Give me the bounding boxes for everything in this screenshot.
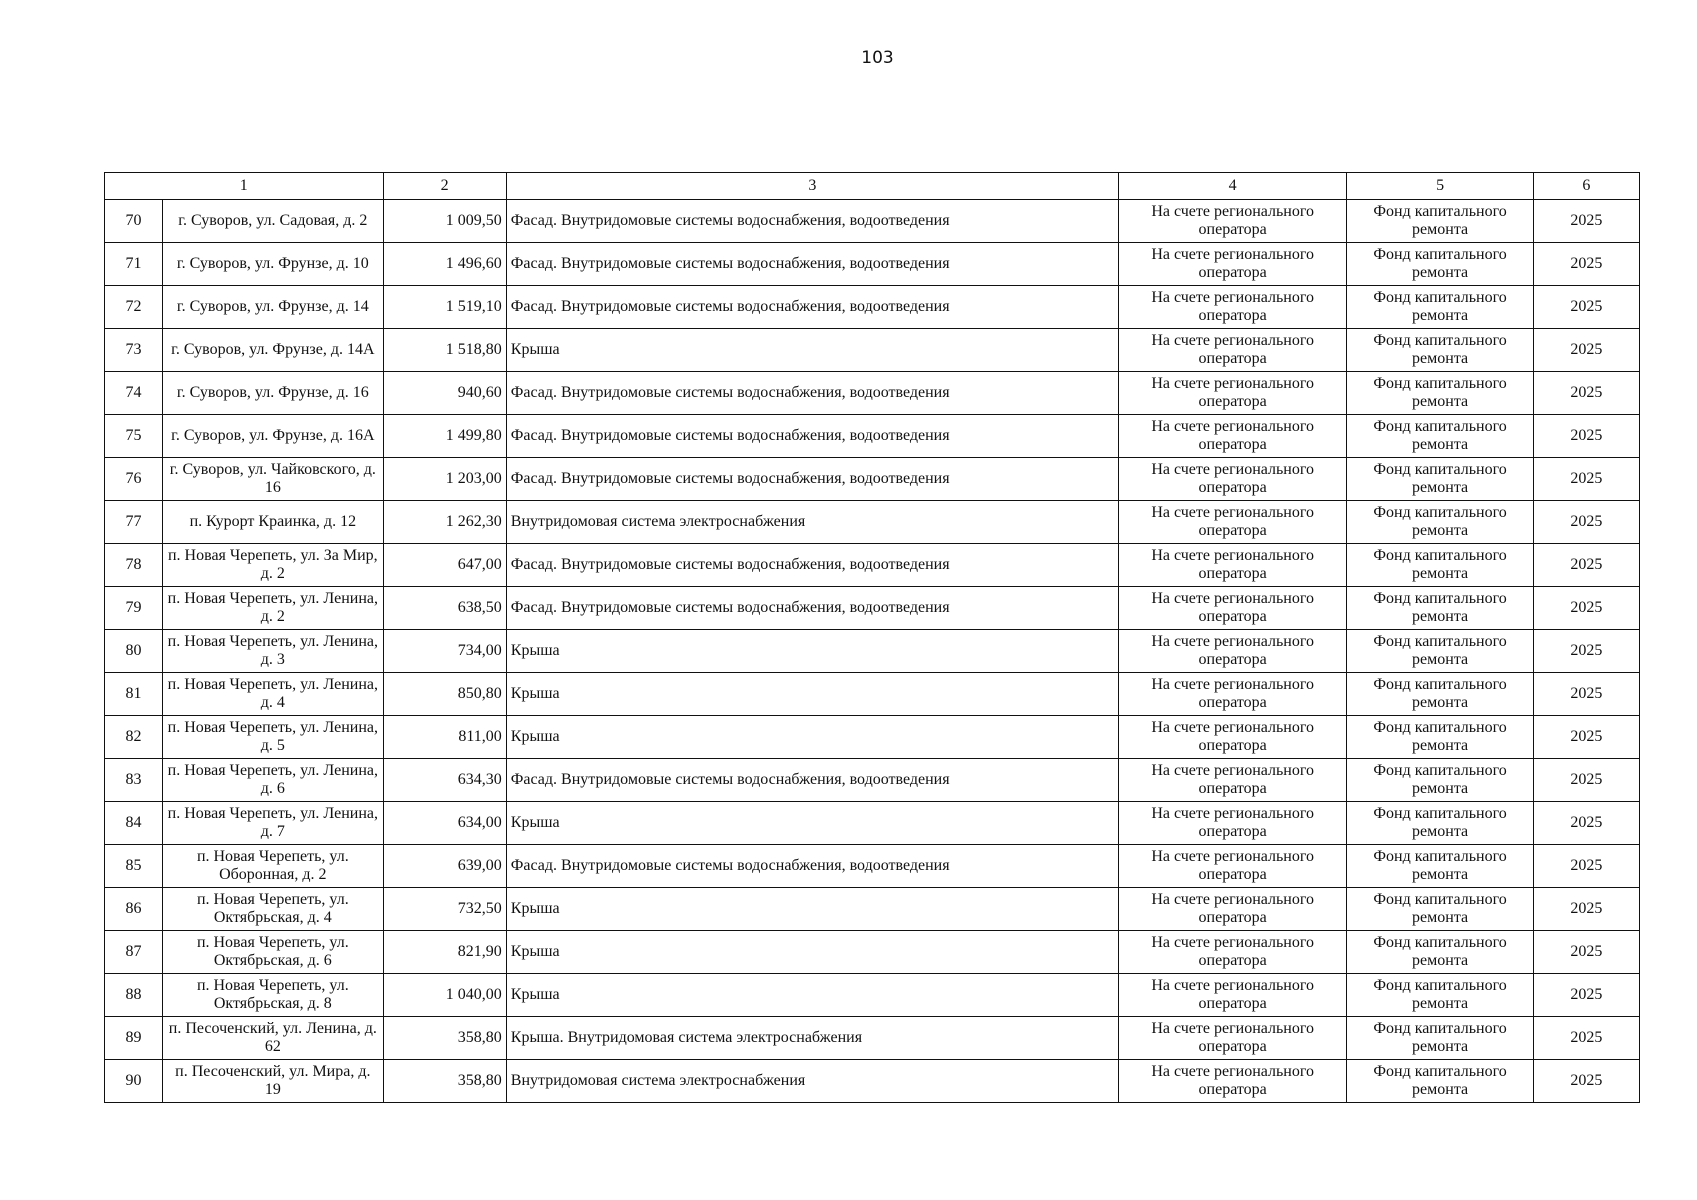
funding-source-cell: Фонд капитального ремонта	[1347, 1060, 1533, 1103]
table-row	[105, 630, 1640, 673]
table-row	[105, 200, 1640, 243]
area-cell: 732,50	[383, 888, 506, 931]
table-row	[105, 501, 1640, 544]
table-row	[105, 888, 1640, 931]
area-cell: 811,00	[383, 716, 506, 759]
row-number-cell: 90	[105, 1060, 163, 1103]
table-row	[105, 802, 1640, 845]
work-type-cell: Фасад. Внутридомовые системы водоснабжения, водоотведения	[506, 415, 1118, 458]
address-cell: п. Новая Черепеть, ул. Оборонная, д. 2	[163, 845, 383, 888]
account-method-cell: На счете регионального оператора	[1118, 630, 1346, 673]
table-row	[105, 759, 1640, 802]
address-cell: г. Суворов, ул. Фрунзе, д. 14	[163, 286, 383, 329]
work-type-cell: Крыша	[506, 888, 1118, 931]
area-cell: 821,90	[383, 931, 506, 974]
address-cell: п. Песоченский, ул. Мира, д. 19	[163, 1060, 383, 1103]
table-row	[105, 286, 1640, 329]
funding-source-cell: Фонд капитального ремонта	[1347, 372, 1533, 415]
account-method-cell: На счете регионального оператора	[1118, 544, 1346, 587]
funding-source-cell: Фонд капитального ремонта	[1347, 716, 1533, 759]
address-cell: г. Суворов, ул. Садовая, д. 2	[163, 200, 383, 243]
funding-source-cell: Фонд капитального ремонта	[1347, 243, 1533, 286]
account-method-cell: На счете регионального оператора	[1118, 673, 1346, 716]
address-cell: п. Новая Черепеть, ул. Ленина, д. 2	[163, 587, 383, 630]
funding-source-cell: Фонд капитального ремонта	[1347, 415, 1533, 458]
row-number-cell: 70	[105, 200, 163, 243]
row-number-cell: 82	[105, 716, 163, 759]
address-cell: г. Суворов, ул. Фрунзе, д. 14А	[163, 329, 383, 372]
area-cell: 639,00	[383, 845, 506, 888]
year-cell: 2025	[1533, 587, 1639, 630]
row-number-cell: 72	[105, 286, 163, 329]
row-number-cell: 71	[105, 243, 163, 286]
column-number-header-row	[105, 173, 1640, 200]
funding-source-cell: Фонд капитального ремонта	[1347, 802, 1533, 845]
area-cell: 634,30	[383, 759, 506, 802]
account-method-cell: На счете регионального оператора	[1118, 1017, 1346, 1060]
area-cell: 1 009,50	[383, 200, 506, 243]
row-number-cell: 77	[105, 501, 163, 544]
address-cell: п. Песоченский, ул. Ленина, д. 62	[163, 1017, 383, 1060]
account-method-cell: На счете регионального оператора	[1118, 372, 1346, 415]
year-cell: 2025	[1533, 415, 1639, 458]
table-row	[105, 587, 1640, 630]
row-number-cell: 83	[105, 759, 163, 802]
work-type-cell: Фасад. Внутридомовые системы водоснабжения, водоотведения	[506, 544, 1118, 587]
year-cell: 2025	[1533, 759, 1639, 802]
account-method-cell: На счете регионального оператора	[1118, 415, 1346, 458]
area-cell: 634,00	[383, 802, 506, 845]
area-cell: 850,80	[383, 673, 506, 716]
area-cell: 1 499,80	[383, 415, 506, 458]
funding-source-cell: Фонд капитального ремонта	[1347, 501, 1533, 544]
account-method-cell: На счете регионального оператора	[1118, 587, 1346, 630]
account-method-cell: На счете регионального оператора	[1118, 243, 1346, 286]
row-number-cell: 75	[105, 415, 163, 458]
address-cell: п. Новая Черепеть, ул. Ленина, д. 7	[163, 802, 383, 845]
address-cell: г. Суворов, ул. Фрунзе, д. 16А	[163, 415, 383, 458]
table-row	[105, 458, 1640, 501]
table-row	[105, 544, 1640, 587]
column-header-3: 3	[506, 173, 1118, 200]
funding-source-cell: Фонд капитального ремонта	[1347, 845, 1533, 888]
account-method-cell: На счете регионального оператора	[1118, 888, 1346, 931]
year-cell: 2025	[1533, 673, 1639, 716]
work-type-cell: Фасад. Внутридомовые системы водоснабжения, водоотведения	[506, 372, 1118, 415]
year-cell: 2025	[1533, 974, 1639, 1017]
account-method-cell: На счете регионального оператора	[1118, 458, 1346, 501]
work-type-cell: Крыша. Внутридомовая система электроснабжения	[506, 1017, 1118, 1060]
funding-source-cell: Фонд капитального ремонта	[1347, 888, 1533, 931]
column-header-2: 2	[383, 173, 506, 200]
account-method-cell: На счете регионального оператора	[1118, 329, 1346, 372]
area-cell: 1 262,30	[383, 501, 506, 544]
funding-source-cell: Фонд капитального ремонта	[1347, 200, 1533, 243]
funding-source-cell: Фонд капитального ремонта	[1347, 329, 1533, 372]
table-row	[105, 845, 1640, 888]
funding-source-cell: Фонд капитального ремонта	[1347, 544, 1533, 587]
address-cell: п. Курорт Краинка, д. 12	[163, 501, 383, 544]
work-type-cell: Фасад. Внутридомовые системы водоснабжения, водоотведения	[506, 200, 1118, 243]
area-cell: 647,00	[383, 544, 506, 587]
year-cell: 2025	[1533, 845, 1639, 888]
work-type-cell: Крыша	[506, 974, 1118, 1017]
year-cell: 2025	[1533, 931, 1639, 974]
work-type-cell: Внутридомовая система электроснабжения	[506, 1060, 1118, 1103]
account-method-cell: На счете регионального оператора	[1118, 802, 1346, 845]
address-cell: п. Новая Черепеть, ул. Ленина, д. 4	[163, 673, 383, 716]
table-row	[105, 716, 1640, 759]
table-row	[105, 243, 1640, 286]
row-number-cell: 88	[105, 974, 163, 1017]
area-cell: 940,60	[383, 372, 506, 415]
year-cell: 2025	[1533, 286, 1639, 329]
year-cell: 2025	[1533, 1017, 1639, 1060]
funding-source-cell: Фонд капитального ремонта	[1347, 974, 1533, 1017]
address-cell: п. Новая Черепеть, ул. Октябрьская, д. 6	[163, 931, 383, 974]
funding-source-cell: Фонд капитального ремонта	[1347, 759, 1533, 802]
table-row	[105, 673, 1640, 716]
column-header-5: 5	[1347, 173, 1533, 200]
table-row	[105, 974, 1640, 1017]
repair-schedule-table	[104, 172, 1640, 1103]
row-number-cell: 86	[105, 888, 163, 931]
area-cell: 1 519,10	[383, 286, 506, 329]
account-method-cell: На счете регионального оператора	[1118, 200, 1346, 243]
row-number-cell: 89	[105, 1017, 163, 1060]
table-row	[105, 1017, 1640, 1060]
table-row	[105, 1060, 1640, 1103]
row-number-cell: 79	[105, 587, 163, 630]
area-cell: 638,50	[383, 587, 506, 630]
table-row	[105, 372, 1640, 415]
row-number-cell: 87	[105, 931, 163, 974]
area-cell: 358,80	[383, 1017, 506, 1060]
table-body	[105, 173, 1640, 1103]
work-type-cell: Фасад. Внутридомовые системы водоснабжения, водоотведения	[506, 286, 1118, 329]
address-cell: п. Новая Черепеть, ул. Ленина, д. 6	[163, 759, 383, 802]
work-type-cell: Внутридомовая система электроснабжения	[506, 501, 1118, 544]
work-type-cell: Фасад. Внутридомовые системы водоснабжения, водоотведения	[506, 458, 1118, 501]
funding-source-cell: Фонд капитального ремонта	[1347, 286, 1533, 329]
year-cell: 2025	[1533, 802, 1639, 845]
work-type-cell: Крыша	[506, 329, 1118, 372]
column-header-6: 6	[1533, 173, 1639, 200]
address-cell: п. Новая Черепеть, ул. Ленина, д. 3	[163, 630, 383, 673]
work-type-cell: Крыша	[506, 802, 1118, 845]
row-number-cell: 74	[105, 372, 163, 415]
row-number-cell: 84	[105, 802, 163, 845]
row-number-cell: 80	[105, 630, 163, 673]
year-cell: 2025	[1533, 329, 1639, 372]
address-cell: г. Суворов, ул. Фрунзе, д. 10	[163, 243, 383, 286]
account-method-cell: На счете регионального оператора	[1118, 845, 1346, 888]
year-cell: 2025	[1533, 716, 1639, 759]
area-cell: 358,80	[383, 1060, 506, 1103]
year-cell: 2025	[1533, 200, 1639, 243]
year-cell: 2025	[1533, 372, 1639, 415]
address-cell: п. Новая Черепеть, ул. Ленина, д. 5	[163, 716, 383, 759]
account-method-cell: На счете регионального оператора	[1118, 286, 1346, 329]
address-cell: г. Суворов, ул. Чайковского, д. 16	[163, 458, 383, 501]
column-header-4: 4	[1118, 173, 1346, 200]
column-header-1: 1	[105, 173, 384, 200]
year-cell: 2025	[1533, 501, 1639, 544]
row-number-cell: 73	[105, 329, 163, 372]
address-cell: п. Новая Черепеть, ул. Октябрьская, д. 4	[163, 888, 383, 931]
row-number-cell: 78	[105, 544, 163, 587]
account-method-cell: На счете регионального оператора	[1118, 716, 1346, 759]
work-type-cell: Крыша	[506, 673, 1118, 716]
account-method-cell: На счете регионального оператора	[1118, 501, 1346, 544]
page-number: 103	[861, 48, 894, 68]
address-cell: п. Новая Черепеть, ул. За Мир, д. 2	[163, 544, 383, 587]
account-method-cell: На счете регионального оператора	[1118, 759, 1346, 802]
address-cell: г. Суворов, ул. Фрунзе, д. 16	[163, 372, 383, 415]
account-method-cell: На счете регионального оператора	[1118, 974, 1346, 1017]
row-number-cell: 85	[105, 845, 163, 888]
work-type-cell: Крыша	[506, 716, 1118, 759]
work-type-cell: Фасад. Внутридомовые системы водоснабжения, водоотведения	[506, 845, 1118, 888]
table-row	[105, 415, 1640, 458]
work-type-cell: Крыша	[506, 931, 1118, 974]
table-row	[105, 931, 1640, 974]
funding-source-cell: Фонд капитального ремонта	[1347, 931, 1533, 974]
account-method-cell: На счете регионального оператора	[1118, 931, 1346, 974]
table-row	[105, 329, 1640, 372]
row-number-cell: 81	[105, 673, 163, 716]
area-cell: 1 040,00	[383, 974, 506, 1017]
work-type-cell: Фасад. Внутридомовые системы водоснабжения, водоотведения	[506, 243, 1118, 286]
funding-source-cell: Фонд капитального ремонта	[1347, 587, 1533, 630]
funding-source-cell: Фонд капитального ремонта	[1347, 673, 1533, 716]
funding-source-cell: Фонд капитального ремонта	[1347, 458, 1533, 501]
year-cell: 2025	[1533, 458, 1639, 501]
account-method-cell: На счете регионального оператора	[1118, 1060, 1346, 1103]
area-cell: 1 496,60	[383, 243, 506, 286]
address-cell: п. Новая Черепеть, ул. Октябрьская, д. 8	[163, 974, 383, 1017]
row-number-cell: 76	[105, 458, 163, 501]
funding-source-cell: Фонд капитального ремонта	[1347, 1017, 1533, 1060]
year-cell: 2025	[1533, 1060, 1639, 1103]
funding-source-cell: Фонд капитального ремонта	[1347, 630, 1533, 673]
year-cell: 2025	[1533, 630, 1639, 673]
area-cell: 1 518,80	[383, 329, 506, 372]
year-cell: 2025	[1533, 888, 1639, 931]
year-cell: 2025	[1533, 544, 1639, 587]
area-cell: 1 203,00	[383, 458, 506, 501]
work-type-cell: Крыша	[506, 630, 1118, 673]
work-type-cell: Фасад. Внутридомовые системы водоснабжения, водоотведения	[506, 759, 1118, 802]
year-cell: 2025	[1533, 243, 1639, 286]
work-type-cell: Фасад. Внутридомовые системы водоснабжения, водоотведения	[506, 587, 1118, 630]
area-cell: 734,00	[383, 630, 506, 673]
